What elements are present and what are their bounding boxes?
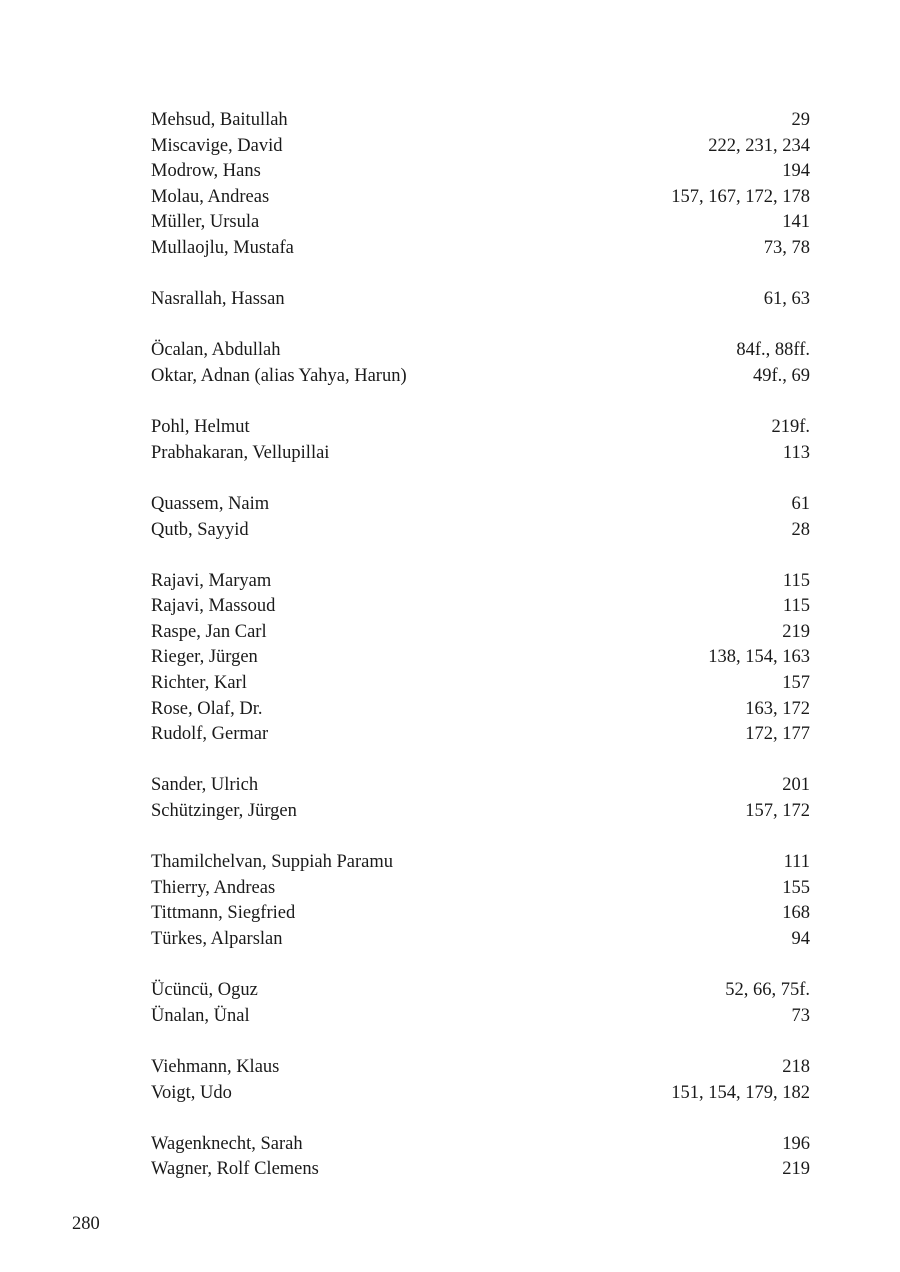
index-entry-name: Müller, Ursula bbox=[151, 212, 260, 233]
index-letter-group bbox=[151, 978, 810, 1029]
index-entry-pages: 219f. bbox=[771, 417, 810, 438]
index-entry bbox=[151, 518, 810, 544]
index-entry bbox=[151, 108, 810, 134]
index-entry-name: Nasrallah, Hassan bbox=[151, 289, 285, 310]
index-entry-name: Viehmann, Klaus bbox=[151, 1056, 280, 1077]
page-number: 280 bbox=[72, 1214, 100, 1234]
index-entry bbox=[151, 901, 810, 927]
index-entry bbox=[151, 134, 810, 160]
index-letter-group bbox=[151, 569, 810, 748]
index-entry bbox=[151, 441, 810, 467]
index-entry-pages: 222, 231, 234 bbox=[708, 135, 810, 156]
index-entry-name: Oktar, Adnan (alias Yahya, Harun) bbox=[151, 365, 407, 386]
index-letter-group bbox=[151, 108, 810, 262]
index-entry-pages: 201 bbox=[782, 775, 810, 796]
index-letter-group bbox=[151, 1132, 810, 1183]
index-entry-pages: 155 bbox=[782, 877, 810, 898]
index-entry-name: Tittmann, Siegfried bbox=[151, 903, 296, 924]
index-entry-pages: 111 bbox=[783, 852, 810, 873]
index-entry-pages: 138, 154, 163 bbox=[708, 647, 810, 668]
index-letter-group bbox=[151, 1055, 810, 1106]
index-entry-name: Öcalan, Abdullah bbox=[151, 340, 281, 361]
index-entry-name: Sander, Ulrich bbox=[151, 775, 259, 796]
index-entry bbox=[151, 773, 810, 799]
index-entry bbox=[151, 1157, 810, 1183]
index-entry-name: Wagner, Rolf Clemens bbox=[151, 1159, 319, 1180]
index-letter-group bbox=[151, 415, 810, 466]
index-entry bbox=[151, 364, 810, 390]
index-letter-group bbox=[151, 287, 810, 313]
index-entry-pages: 52, 66, 75f. bbox=[725, 980, 810, 1001]
index-entry-pages: 49f., 69 bbox=[752, 365, 810, 386]
index-entry-name: Ücüncü, Oguz bbox=[151, 980, 258, 1001]
index-entry-name: Molau, Andreas bbox=[151, 186, 270, 207]
index-entry-pages: 113 bbox=[782, 442, 810, 463]
index-entry bbox=[151, 799, 810, 825]
index-entry-pages: 172, 177 bbox=[745, 724, 810, 745]
index-entry-pages: 151, 154, 179, 182 bbox=[671, 1082, 810, 1103]
index-entry-name: Modrow, Hans bbox=[151, 161, 261, 182]
index-entry-name: Wagenknecht, Sarah bbox=[151, 1133, 303, 1154]
index-entry bbox=[151, 671, 810, 697]
index-entry-name: Raspe, Jan Carl bbox=[151, 621, 267, 642]
index-entry bbox=[151, 722, 810, 748]
index-letter-group bbox=[151, 338, 810, 389]
index-entry-pages: 73, 78 bbox=[763, 237, 810, 258]
index-entry-pages: 61 bbox=[791, 493, 810, 514]
index-entry-pages: 61, 63 bbox=[763, 289, 810, 310]
index-entry-pages: 115 bbox=[782, 596, 810, 617]
index-entry-pages: 219 bbox=[782, 621, 810, 642]
index-entry bbox=[151, 1132, 810, 1158]
index-entry-name: Pohl, Helmut bbox=[151, 417, 250, 438]
index-entry-name: Qutb, Sayyid bbox=[151, 519, 249, 540]
index-letter-group bbox=[151, 850, 810, 952]
index-entry bbox=[151, 287, 810, 313]
index-entry bbox=[151, 978, 810, 1004]
index-entry-name: Rajavi, Maryam bbox=[151, 570, 272, 591]
index-entry-name: Quassem, Naim bbox=[151, 493, 270, 514]
index-entry-name: Mehsud, Baitullah bbox=[151, 110, 288, 130]
index-entry-name: Rudolf, Germar bbox=[151, 724, 269, 745]
index-entry-name: Mullaojlu, Mustafa bbox=[151, 237, 294, 258]
index-entry bbox=[151, 210, 810, 236]
index-entry-pages: 115 bbox=[782, 570, 810, 591]
index-entry bbox=[151, 492, 810, 518]
index-entry bbox=[151, 927, 810, 953]
index-entry-name: Ünalan, Ünal bbox=[151, 1005, 250, 1026]
index-entry bbox=[151, 1055, 810, 1081]
index-entry bbox=[151, 338, 810, 364]
index-entry bbox=[151, 1081, 810, 1107]
index-entry bbox=[151, 697, 810, 723]
index-entry-pages: 73 bbox=[791, 1005, 810, 1026]
index-entry bbox=[151, 415, 810, 441]
index-entry-pages: 84f., 88ff. bbox=[736, 340, 810, 361]
index-entry-pages: 94 bbox=[791, 929, 810, 949]
index-entry bbox=[151, 185, 810, 211]
index-entry-name: Rieger, Jürgen bbox=[151, 647, 258, 668]
index-entry-pages: 218 bbox=[782, 1056, 810, 1077]
index-entry-name: Schützinger, Jürgen bbox=[151, 801, 297, 822]
index-letter-group bbox=[151, 492, 810, 543]
index-entry-pages: 163, 172 bbox=[745, 698, 810, 719]
index-entry bbox=[151, 569, 810, 595]
index-entry bbox=[151, 594, 810, 620]
index-entry-pages: 157, 172 bbox=[745, 801, 810, 822]
index-entry-pages: 28 bbox=[791, 519, 810, 540]
index-entry-name: Rose, Olaf, Dr. bbox=[151, 698, 263, 719]
index-entry bbox=[151, 159, 810, 185]
index-entry-pages: 219 bbox=[782, 1159, 810, 1180]
index-entry-pages: 29 bbox=[791, 110, 810, 130]
index-entry-name: Voigt, Udo bbox=[151, 1082, 232, 1103]
index-entry-pages: 168 bbox=[782, 903, 810, 924]
index-entry-pages: 194 bbox=[782, 161, 810, 182]
index-entry-pages: 157, 167, 172, 178 bbox=[671, 186, 810, 207]
index-entry-name: Thamilchelvan, Suppiah Paramu bbox=[151, 852, 393, 873]
name-index bbox=[151, 108, 810, 1183]
index-entry bbox=[151, 620, 810, 646]
index-entry-pages: 141 bbox=[782, 212, 810, 233]
index-entry bbox=[151, 876, 810, 902]
index-entry bbox=[151, 645, 810, 671]
index-letter-group bbox=[151, 773, 810, 824]
index-entry-pages: 157 bbox=[782, 673, 810, 694]
index-entry bbox=[151, 850, 810, 876]
index-entry bbox=[151, 236, 810, 262]
index-entry-name: Richter, Karl bbox=[151, 673, 247, 694]
index-entry-pages: 196 bbox=[782, 1133, 810, 1154]
index-entry bbox=[151, 1004, 810, 1030]
index-entry-name: Rajavi, Massoud bbox=[151, 596, 276, 617]
index-entry-name: Thierry, Andreas bbox=[151, 877, 276, 898]
index-entry-name: Türkes, Alparslan bbox=[151, 929, 283, 949]
index-entry-name: Miscavige, David bbox=[151, 135, 283, 156]
index-entry-name: Prabhakaran, Vellupillai bbox=[151, 442, 330, 463]
